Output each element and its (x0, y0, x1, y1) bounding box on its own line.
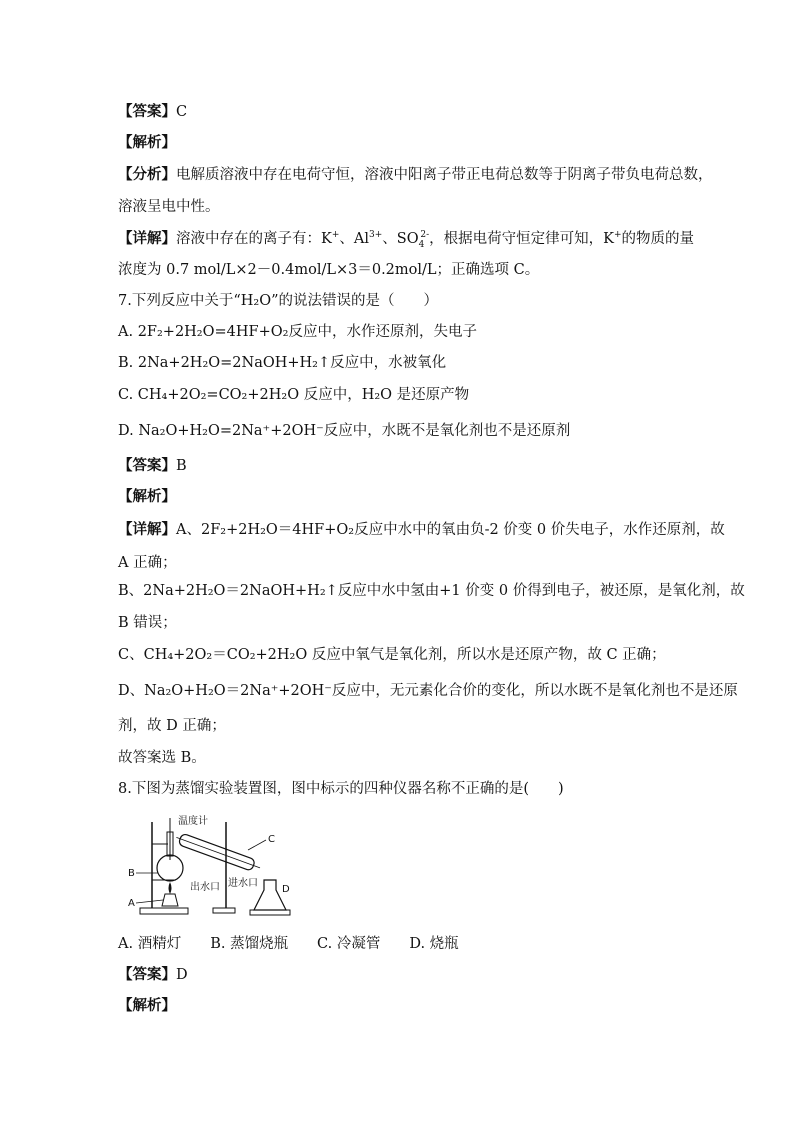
q6-fenxi-line-2: 溶液呈电中性。 (118, 199, 220, 215)
detail-text-part: 的物质的量 (621, 231, 695, 247)
q6-detail-line-2: 浓度为 0.7 mol/L×2－0.4mol/L×3＝0.2mol/L；正确选项 C。 (118, 262, 540, 278)
label-c: C (268, 834, 275, 845)
detail-label: 【详解】 (118, 230, 176, 247)
q7-detail-b-line-1: B、2Na+2H₂O＝2NaOH+H₂↑反应中水中氢由+1 价变 0 价得到电子，被还原，是氧化剂，故 (118, 583, 745, 599)
condenser-inner-tube (176, 837, 260, 867)
leader-c (248, 840, 266, 850)
q7-detail-d-line-2: 剂，故 D 正确； (118, 718, 226, 734)
alcohol-lamp-icon (162, 894, 178, 906)
leader-a (136, 900, 163, 903)
q7-option-d: D. Na₂O+H₂O=2Na⁺+2OH⁻反应中，水既不是氧化剂也不是还原剂 (118, 423, 571, 439)
label-water-out: 出水口 (190, 882, 220, 893)
detail-label: 【详解】 (118, 521, 176, 538)
q7-detail-c: C、CH₄+2O₂＝CO₂+2H₂O 反应中氧气是氧化剂，所以水是还原产物，故 C 正确； (118, 647, 666, 663)
q6-answer-line (118, 102, 187, 122)
label-d: D (282, 884, 290, 895)
detail-text-part: 溶液中存在的离子有：K (176, 231, 332, 247)
q8-analysis-label: 【解析】 (118, 997, 176, 1014)
stand-base-left (140, 908, 188, 914)
q8-answer-line (118, 965, 188, 985)
q7-option-b: B. 2Na+2H₂O=2NaOH+H₂↑反应中，水被氧化 (118, 355, 447, 371)
q7-analysis-label: 【解析】 (118, 488, 176, 505)
q7-option-a: A. 2F₂+2H₂O=4HF+O₂反应中，水作还原剂，失电子 (118, 324, 477, 340)
label-b: B (128, 868, 135, 879)
label-a: A (128, 898, 135, 909)
q6-detail-line-1: 【详解】溶液中存在的离子有：K+、$Al^{3+}$、$SO_4^{2-}$，根据电荷守恒定律可知，K+的物质的量 (118, 230, 695, 250)
detail-text: A、2F₂+2H₂O＝4HF+O₂反应中水中的氧由负-2 价变 0 价失电子，水作还原剂，故 (176, 522, 725, 538)
q7-detail-a-line-1 (118, 520, 725, 540)
answer-label: 【答案】 (118, 457, 176, 474)
q6-fenxi-line-1 (118, 165, 713, 185)
q6-analysis-label: 【解析】 (118, 134, 176, 151)
answer-value: B (176, 458, 187, 474)
q7-answer-line (118, 456, 187, 476)
answer-value: D (176, 967, 188, 983)
detail-text-part: 、SO (382, 231, 419, 247)
q7-option-c: C. CH₄+2O₂=CO₂+2H₂O 反应中，H₂O 是还原产物 (118, 387, 470, 403)
answer-label: 【答案】 (118, 966, 176, 983)
q7-conclusion: 故答案选 B。 (118, 750, 206, 766)
detail-text-part: 、Al (339, 231, 369, 247)
q7-detail-d-line-1: D、Na₂O+H₂O＝2Na⁺+2OH⁻反应中，无元素化合价的变化，所以水既不是氧化剂也不是还原 (118, 683, 738, 699)
stand-base-middle (213, 908, 235, 913)
flame-icon (169, 882, 172, 894)
q8-stem: 8.下图为蒸馏实验装置图，图中标示的四种仪器名称不正确的是( ) (118, 781, 564, 797)
fenxi-text: 电解质溶液中存在电荷守恒，溶液中阳离子带正电荷总数等于阴离子带负电荷总数， (176, 167, 713, 183)
stand-base-right (250, 910, 290, 915)
distillation-apparatus-diagram (118, 810, 296, 920)
answer-label: 【答案】 (118, 103, 176, 120)
q7-detail-a-line-2: A 正确； (118, 555, 177, 571)
label-thermometer: 温度计 (178, 816, 208, 827)
fenxi-label: 【分析】 (118, 166, 176, 183)
q7-detail-b-line-2: B 错误； (118, 615, 177, 631)
q8-options: A. 酒精灯 B. 蒸馏烧瓶 C. 冷凝管 D. 烧瓶 (118, 936, 459, 952)
answer-value: C (176, 104, 188, 120)
q7-stem: 7.下列反应中关于“H₂O”的说法错误的是（ ） (118, 293, 439, 309)
label-water-in: 进水口 (228, 878, 258, 889)
detail-text-part: ，根据电荷守恒定律可知，K (429, 231, 614, 247)
